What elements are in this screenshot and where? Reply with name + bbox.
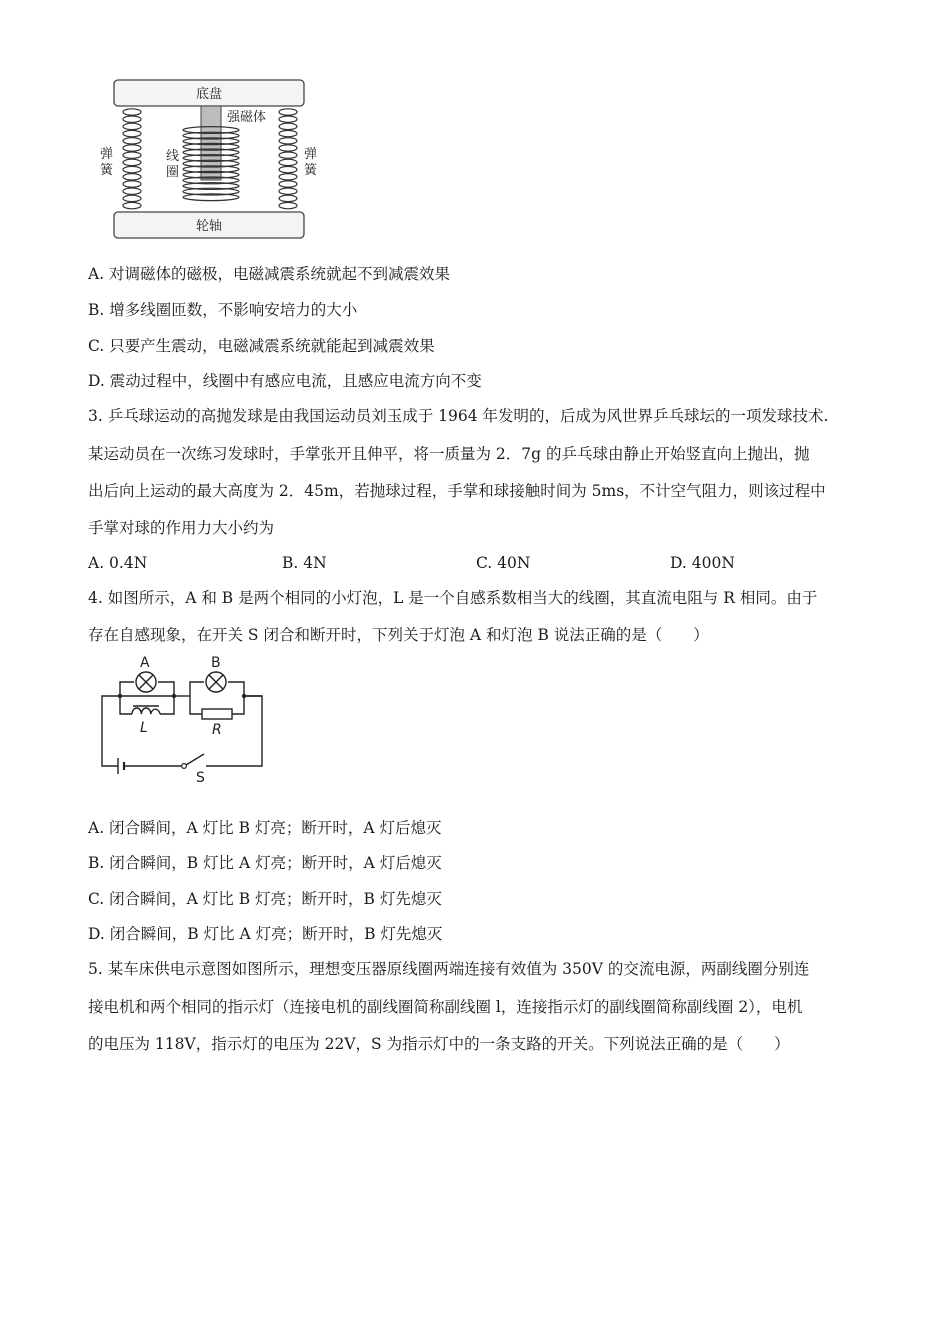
- q3-option-d: D. 400N: [670, 554, 735, 572]
- q4-option-a: A. 闭合瞬间，A 灯比 B 灯亮；断开时，A 灯后熄灭: [88, 819, 442, 837]
- q5-stem-line-3: 的电压为 118V，指示灯的电压为 22V，S 为指示灯中的一条支路的开关。下列说法正确的是（ ）: [88, 1035, 790, 1053]
- q2-option-b: B. 增多线圈匝数，不影响安培力的大小: [88, 301, 358, 319]
- q5-stem-line-1: 5. 某车床供电示意图如图所示，理想变压器原线圈两端连接有效值为 350V 的交流电源，两副线圈分别连: [88, 960, 810, 978]
- q3-option-a: A. 0.4N: [88, 554, 148, 572]
- q5-stem-line-2: 接电机和两个相同的指示灯（连接电机的副线圈简称副线圈 l，连接指示灯的副线圈简称副线圈 2），电机: [88, 998, 803, 1016]
- q4-stem-line-2: 存在自感现象，在开关 S 闭合和断开时，下列关于灯泡 A 和灯泡 B 说法正确的是（ ）: [88, 626, 709, 644]
- switch-label: S: [196, 770, 205, 786]
- resistor: [202, 709, 232, 719]
- switch-contact: [182, 764, 187, 769]
- resistor-label: R: [212, 722, 222, 738]
- right-spring-label-2: 簧: [304, 163, 318, 178]
- q3-stem-line-1: 3. 乒乓球运动的高抛发球是由我国运动员刘玉成于 1964 年发明的，后成为风世界乒乓球坛的一项发球技术.: [88, 407, 829, 425]
- left-spring: [123, 109, 141, 209]
- coil-label-2: 圈: [166, 165, 180, 180]
- q2-option-d: D. 震动过程中，线圈中有感应电流，且感应电流方向不变: [88, 372, 482, 390]
- axle-label: 轮轴: [195, 219, 223, 234]
- damping-system-figure: [100, 76, 320, 244]
- inductor-coil: [132, 708, 160, 714]
- inductor-label: L: [140, 720, 148, 736]
- q4-option-b: B. 闭合瞬间，B 灯比 A 灯亮；断开时，A 灯后熄灭: [88, 854, 442, 872]
- right-spring: [279, 109, 297, 209]
- right-spring-label-1: 弹: [304, 147, 318, 162]
- q3-stem-line-3: 出后向上运动的最大高度为 2．45m，若抛球过程，手掌和球接触时间为 5ms，不计空气阻力，则该过程中: [88, 482, 826, 500]
- q4-stem-line-1: 4. 如图所示，A 和 B 是两个相同的小灯泡，L 是一个自感系数相当大的线圈，其直流电阻与 R 相同。由于: [88, 589, 818, 607]
- coil-label-1: 线: [166, 149, 180, 164]
- lamp-a-label: A: [140, 655, 150, 671]
- q2-option-a: A. 对调磁体的磁极，电磁减震系统就起不到减震效果: [88, 265, 451, 283]
- inductance-circuit-figure: [96, 652, 268, 786]
- q2-option-c: C. 只要产生震动，电磁减震系统就能起到减震效果: [88, 337, 435, 355]
- q4-option-c: C. 闭合瞬间，A 灯比 B 灯亮；断开时，B 灯先熄灭: [88, 890, 442, 908]
- q3-stem-line-4: 手掌对球的作用力大小约为: [88, 519, 275, 537]
- q3-option-c: C. 40N: [476, 554, 531, 572]
- magnet-label: 强磁体: [227, 110, 267, 125]
- left-spring-label-2: 簧: [100, 163, 114, 178]
- q3-option-b: B. 4N: [282, 554, 327, 572]
- chassis-label: 底盘: [195, 87, 223, 102]
- left-spring-label-1: 弹: [100, 147, 114, 162]
- lamp-b-label: B: [211, 655, 221, 671]
- q3-stem-line-2: 某运动员在一次练习发球时，手掌张开且伸平，将一质量为 2．7g 的乒乓球由静止开始竖直向上抛出，抛: [88, 445, 810, 463]
- q4-option-d: D. 闭合瞬间，B 灯比 A 灯亮；断开时，B 灯先熄灭: [88, 925, 443, 943]
